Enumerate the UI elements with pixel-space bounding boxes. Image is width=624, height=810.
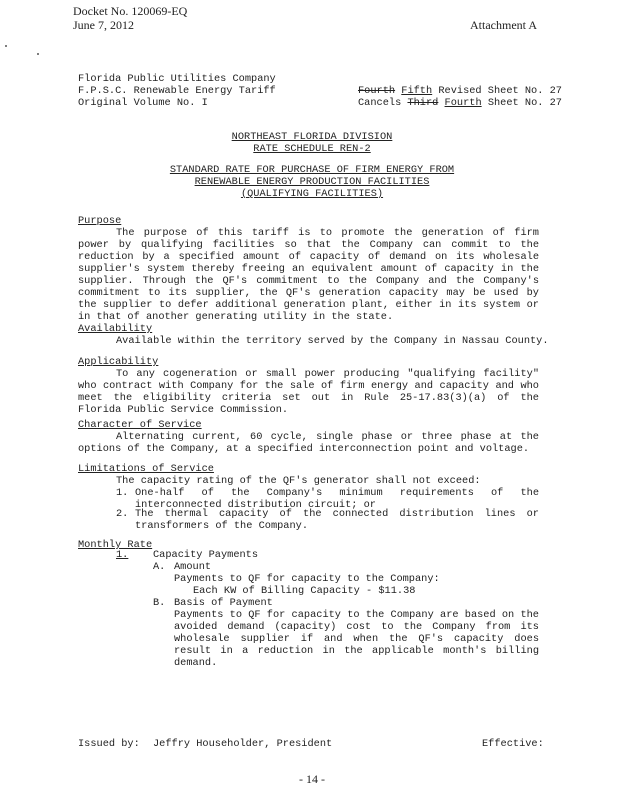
struck-cancelled: Third: [407, 97, 439, 109]
limitation-item: The thermal capacity of the connected distribution lines or transformers of the Company.: [135, 508, 539, 532]
title-line-2: RENEWABLE ENERGY PRODUCTION FACILITIES: [194, 176, 430, 188]
company-name: Florida Public Utilities Company: [78, 73, 276, 85]
volume-number: Original Volume No. I: [78, 97, 208, 109]
scan-speck: [5, 45, 7, 47]
issued-by-label: Issued by:: [78, 738, 140, 750]
basis-label: Basis of Payment: [174, 597, 273, 609]
limitation-number: 1.: [116, 487, 129, 499]
billing-capacity-rate: Each KW of Billing Capacity - $11.38: [193, 585, 416, 597]
effective-label: Effective:: [482, 738, 544, 750]
tariff-name: F.P.S.C. Renewable Energy Tariff: [78, 85, 276, 97]
capacity-payments-label: Capacity Payments: [153, 549, 259, 561]
applicability-heading: Applicability: [78, 356, 159, 368]
subitem-b-letter: B.: [153, 597, 166, 609]
purpose-heading: Purpose: [78, 215, 122, 227]
cancels-label: Cancels: [358, 97, 402, 109]
filing-date: June 7, 2012: [73, 18, 134, 32]
limitation-number: 2.: [116, 508, 129, 520]
rate-schedule: RATE SCHEDULE REN-2: [253, 143, 371, 155]
new-cancelled: Fourth: [444, 97, 482, 109]
limitation-item: One-half of the Company's minimum requirements of the interconnected distribution circuit; or: [135, 487, 539, 511]
limitations-intro: The capacity rating of the QF's generator shall not exceed:: [116, 475, 481, 487]
purpose-body: The purpose of this tariff is to promote the generation of firm power by qualifying facilities so that the Company can commit to the reduction by a specified amount of capacity of demand on its wholesale supplier's system thereby freeing an equivalent amount of capacity in the supplier. Through the QF's commitment to the Company and the Company's commitment to its supplier, the QF's generation capacity may be used by the supplier to defer additional generation plant, either in its system or in that of another generating utility in the state.: [78, 227, 539, 323]
limitations-heading: Limitations of Service: [78, 463, 214, 475]
division-name: NORTHEAST FLORIDA DIVISION: [231, 131, 393, 143]
title-line-3: (QUALIFYING FACILITIES): [240, 188, 384, 200]
struck-revision: Fourth: [358, 85, 396, 97]
character-body: Alternating current, 60 cycle, single phase or three phase at the options of the Company, at a specified interconnection point and voltage.: [78, 431, 539, 455]
rate-item-number: 1.: [116, 549, 129, 561]
revision-sheet-text: Revised Sheet No. 27: [438, 85, 562, 97]
applicability-body: To any cogeneration or small power producing "qualifying facility" who contract with Company for the sale of firm energy and capacity and who meet the eligibility criteria set out in Rule 25-17.83(3)(a) of the Florida Public Service Commission.: [78, 368, 539, 416]
cancels-sheet-text: Sheet No. 27: [487, 97, 562, 109]
title-line-1: STANDARD RATE FOR PURCHASE OF FIRM ENERGY FROM: [169, 164, 455, 176]
availability-body: Available within the territory served by the Company in Nassau County.: [116, 335, 549, 347]
character-heading: Character of Service: [78, 419, 202, 431]
issuer-name: Jeffry Householder, President: [153, 738, 333, 750]
availability-heading: Availability: [78, 323, 153, 335]
new-revision: Fifth: [401, 85, 433, 97]
monthly-rate-heading: Monthly Rate: [78, 539, 153, 551]
scan-speck: [37, 53, 39, 55]
docket-number: Docket No. 120069-EQ: [73, 4, 188, 18]
amount-line-1: Payments to QF for capacity to the Company:: [174, 573, 440, 585]
attachment-label: Attachment A: [470, 18, 537, 32]
sheet-cancels: [358, 97, 562, 109]
page-number: - 14 -: [299, 772, 325, 786]
basis-body: Payments to QF for capacity to the Company are based on the avoided demand (capacity) cost to the Company from its wholesale supplier if and when the QF's capacity does result in a reduction in the applicable month's billing demand.: [174, 609, 539, 669]
amount-label: Amount: [174, 561, 212, 573]
sheet-revision: [358, 85, 562, 97]
subitem-a-letter: A.: [153, 561, 166, 573]
